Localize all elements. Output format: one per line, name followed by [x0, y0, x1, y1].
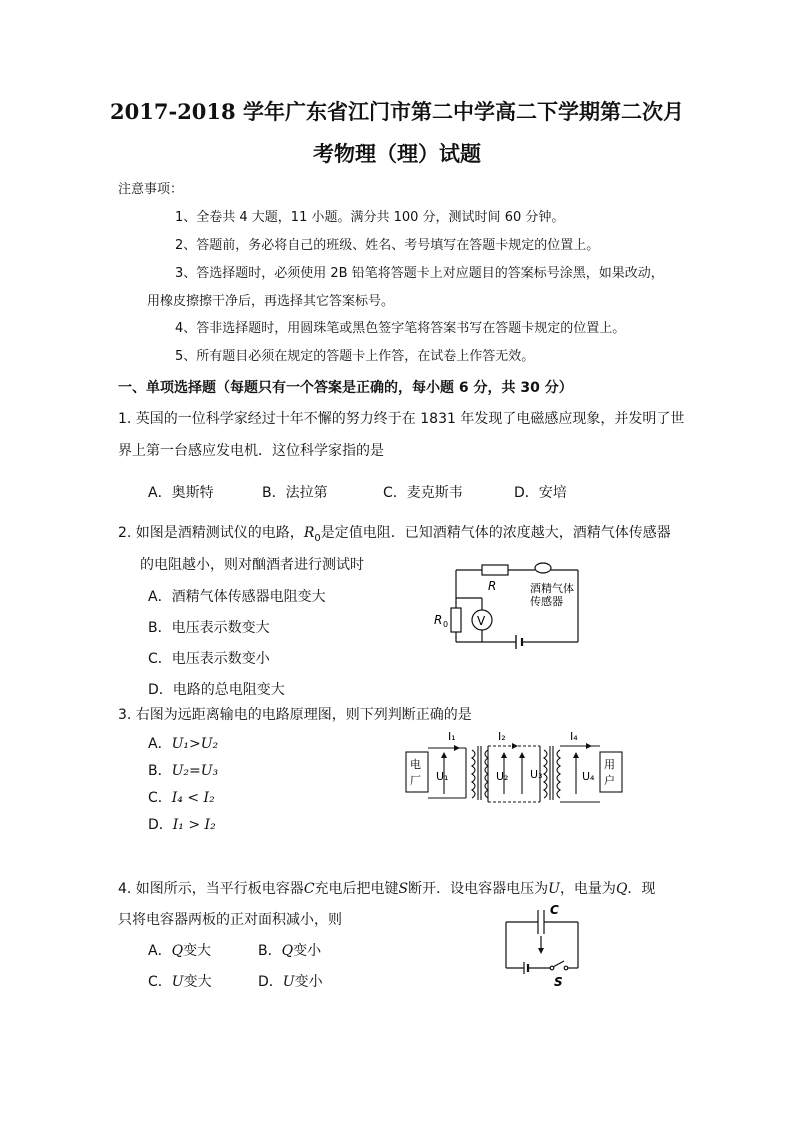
- q3-option-d: D．I₁ > I₂: [148, 817, 216, 833]
- fig-sensor-label: 酒精气体: [530, 582, 574, 595]
- fig-r0-label: R: [434, 613, 443, 627]
- capacitor-circuit-diagram: [498, 900, 608, 990]
- question-4-text: 只将电容器两板的正对面积减小，则: [118, 912, 342, 928]
- question-1-text: 1. 英国的一位科学家经过十年不懈的努力终于在 1831 年发现了电磁感应现象，并发明了世: [118, 411, 685, 427]
- question-3-text: 3. 右图为远距离输电的电路原理图，则下列判断正确的是: [118, 707, 472, 723]
- question-2-text: 2. 如图是酒精测试仪的电路，$R_0$是定值电阻．已知酒精气体的浓度越大，酒精气体传感器: [118, 525, 671, 544]
- q3-option-b: B．U₂=U₃: [148, 763, 219, 779]
- fig-r0-sub: 0: [443, 620, 449, 629]
- fig-i2-label: I₂: [498, 730, 506, 743]
- fig-sensor-label: 传感器: [530, 595, 563, 608]
- fig-s-label: S: [554, 975, 563, 989]
- fig-u4-label: U₄: [582, 770, 595, 783]
- fig-power-plant-label: 电: [410, 758, 421, 771]
- fig-power-plant-label: 厂: [410, 774, 421, 787]
- q4-option-a: A．Q变大: [148, 943, 212, 959]
- section-heading: 一、单项选择题（每题只有一个答案是正确的，每小题 6 分，共 30 分）: [118, 380, 573, 396]
- q1-option-a: A．奥斯特: [148, 485, 214, 501]
- q3-option-c: C．I₄ < I₂: [148, 790, 215, 806]
- q2-option-d: D．电路的总电阻变大: [148, 682, 285, 698]
- notice-item: 3、答选择题时，必须使用 2B 铅笔将答题卡上对应题目的答案标号涂黑，如果改动，: [175, 266, 664, 281]
- q4-option-c: C．U变大: [148, 974, 212, 990]
- fig-u3-label: U₃: [530, 768, 543, 781]
- q2-option-c: C．电压表示数变小: [148, 651, 270, 667]
- title-line-1: 2017-2018 学年广东省江门市第二中学高二下学期第二次月: [110, 99, 684, 124]
- question-2-text: 的电阻越小，则对酗酒者进行测试时: [140, 557, 364, 573]
- q3-option-a: A．U₁>U₂: [148, 736, 219, 752]
- q4-option-d: D．U变小: [258, 974, 323, 990]
- title-line-2: 考物理（理）试题: [313, 141, 481, 166]
- notice-item: 5、所有题目必须在规定的答题卡上作答，在试卷上作答无效。: [175, 349, 535, 364]
- notice-item: 用橡皮擦擦干净后，再选择其它答案标号。: [147, 294, 395, 309]
- q4-option-b: B．Q变小: [258, 943, 322, 959]
- q1-option-d: D．安培: [514, 485, 567, 501]
- fig-c-label: C: [550, 903, 559, 917]
- q1-option-c: C．麦克斯韦: [383, 485, 463, 501]
- fig-user-label: 户: [604, 774, 615, 787]
- question-1-text: 界上第一台感应发电机．这位科学家指的是: [118, 443, 384, 459]
- fig-i4-label: I₄: [570, 730, 578, 743]
- notice-item: 2、答题前，务必将自己的班级、姓名、考号填写在答题卡规定的位置上。: [175, 238, 600, 253]
- question-4-text: 4. 如图所示，当平行板电容器C充电后把电键S断开．设电容器电压为U，电量为Q．现: [118, 881, 656, 897]
- alcohol-tester-circuit-diagram: [430, 558, 600, 658]
- fig-i1-label: I₁: [448, 730, 456, 743]
- power-transmission-diagram: [400, 726, 632, 826]
- fig-r-label: R: [488, 579, 497, 593]
- notice-item: 4、答非选择题时，用圆珠笔或黑色签字笔将答案书写在答题卡规定的位置上。: [175, 321, 626, 336]
- fig-u1-label: U₁: [436, 770, 449, 783]
- fig-voltmeter-label: V: [477, 614, 486, 628]
- notice-item: 1、全卷共 4 大题，11 小题。满分共 100 分，测试时间 60 分钟。: [175, 210, 565, 225]
- fig-user-label: 用: [604, 758, 615, 771]
- q1-option-b: B．法拉第: [262, 485, 328, 501]
- q2-option-a: A．酒精气体传感器电阻变大: [148, 589, 326, 605]
- fig-u2-label: U₂: [496, 770, 509, 783]
- notice-heading: 注意事项：: [118, 182, 184, 197]
- q2-option-b: B．电压表示数变大: [148, 620, 270, 636]
